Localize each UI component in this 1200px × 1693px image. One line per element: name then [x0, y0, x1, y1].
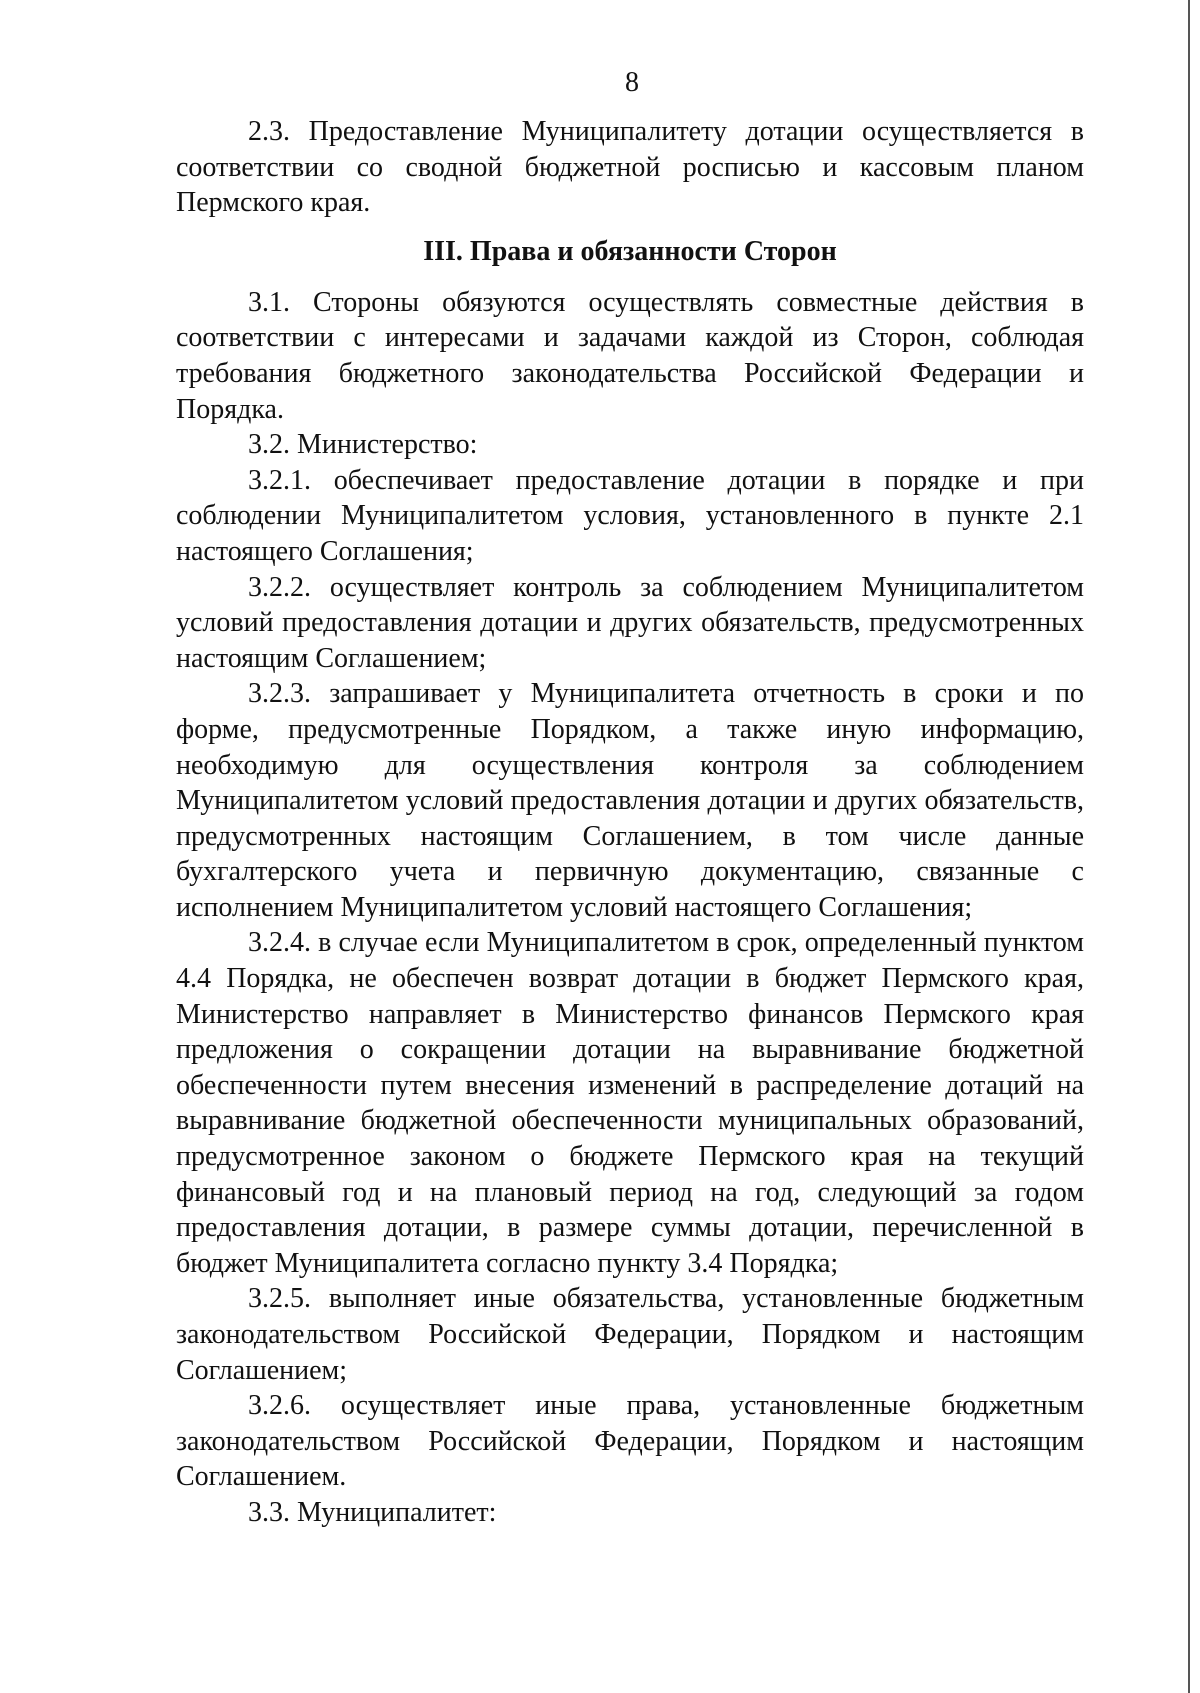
- section-heading: III. Права и обязанности Сторон: [423, 235, 837, 267]
- paragraph-3-2-1: 3.2.1. обеспечивает предоставление дотации в порядке и при соблюдении Муниципалитетом условия, установленного в пункте 2.1 настоящего Соглашения;: [176, 464, 1084, 567]
- paragraph-3-2-3: 3.2.3. запрашивает у Муниципалитета отчетность в сроки и по форме, предусмотренные Порядком, а также иную информацию, необходимую для осуществления контроля за соблюдением Муниципалитетом условий предоставления дотации и других обязательств, предусмотренных настоящим Соглашением, в том числе данные бухгалтерского учета и первичную документацию, связанные с исполнением Муниципалитетом условий настоящего Соглашения;: [176, 678, 1084, 923]
- paragraph-3-3: 3.3. Муниципалитет:: [248, 1496, 497, 1528]
- paragraph-3-2-5: 3.2.5. выполняет иные обязательства, установленные бюджетным законодательством Российской Федерации, Порядком и настоящим Соглашением;: [176, 1283, 1084, 1386]
- paragraph-3-1: 3.1. Стороны обязуются осуществлять совместные действия в соответствии с интересами и задачами каждой из Сторон, соблюдая требования бюджетного законодательства Российской Федерации и Порядка.: [176, 286, 1084, 425]
- paragraph-2-3: 2.3. Предоставление Муниципалитету дотации осуществляется в соответствии со сводной бюджетной росписью и кассовым планом Пермского края.: [176, 116, 1084, 219]
- document-body: [176, 114, 1084, 1531]
- paragraph-3-2: 3.2. Министерство:: [248, 429, 478, 461]
- paragraph-3-2-6: 3.2.6. осуществляет иные права, установленные бюджетным законодательством Российской Федерации, Порядком и настоящим Соглашением.: [176, 1390, 1084, 1493]
- page-number: 8: [625, 67, 639, 98]
- paragraph-3-2-2: 3.2.2. осуществляет контроль за соблюдением Муниципалитетом условий предоставления дотации и других обязательств, предусмотренных настоящим Соглашением;: [176, 571, 1084, 674]
- scan-edge-line: [1188, 0, 1190, 1693]
- paragraph-3-2-4: 3.2.4. в случае если Муниципалитетом в срок, определенный пунктом 4.4 Порядка, не обеспечен возврат дотации в бюджет Пермского края, Министерство направляет в Министерство финансов Пермского края предложения о сокращении дотации на выравнивание бюджетной обеспеченности путем внесения изменений в распределение дотаций на выравнивание бюджетной обеспеченности муниципальных образований, предусмотренное законом о бюджете Пермского края на текущий финансовый год и на плановый период на год, следующий за годом предоставления дотации, в размере суммы дотации, перечисленной в бюджет Муниципалитета согласно пункту 3.4 Порядка;: [176, 927, 1084, 1279]
